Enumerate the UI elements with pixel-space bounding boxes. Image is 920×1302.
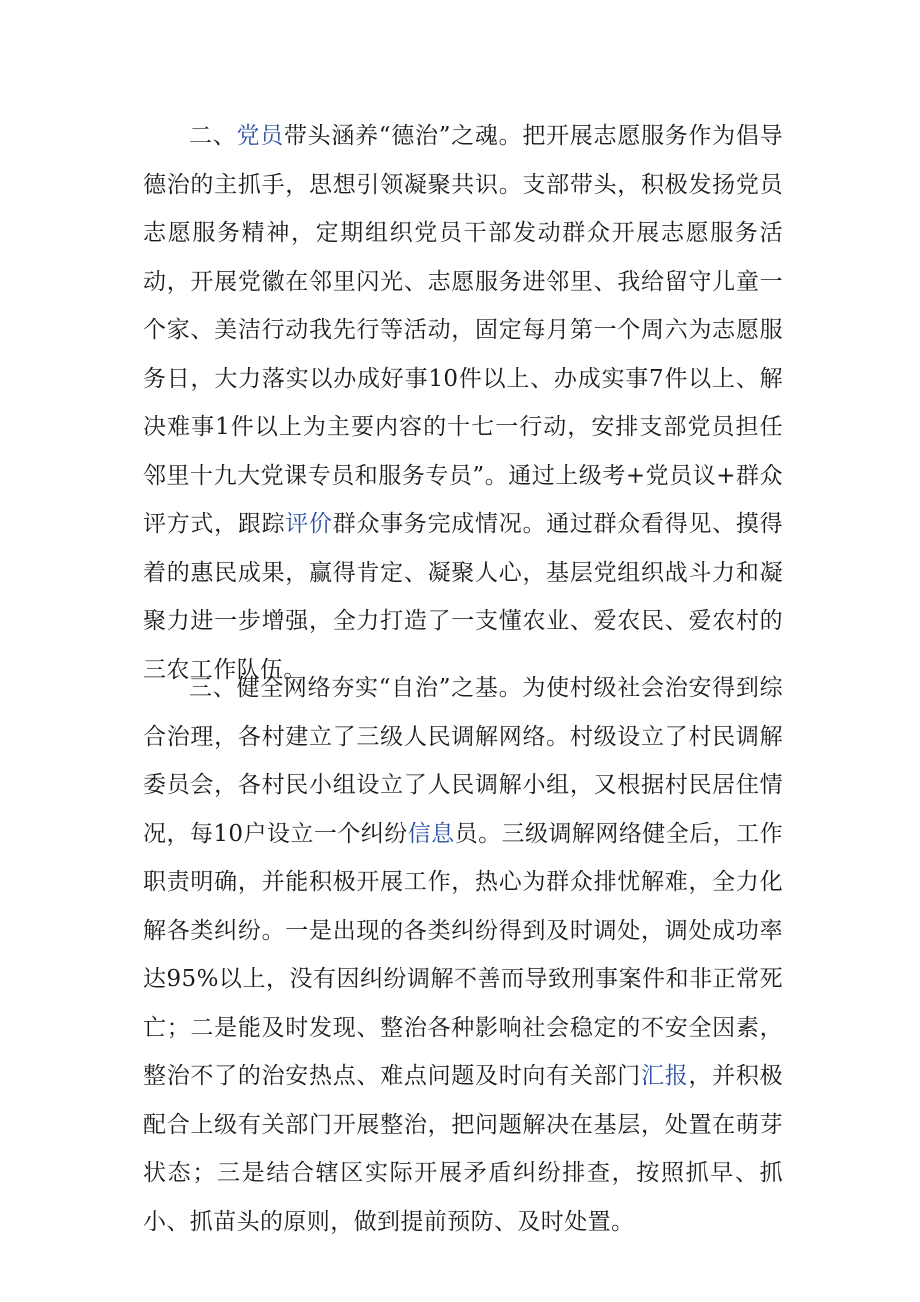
- paragraph-text: ，并积极配合上级有关部门开展整治，把问题解决在基层，处置在萌芽状态；三是结合辖区实际开展矛盾纠纷排查，按照抓早、抓小、抓苗头的原则，做到提前预防、及时处置。: [143, 1063, 783, 1235]
- paragraph-self-governance: [143, 664, 783, 1246]
- paragraph-text: 二、: [189, 123, 237, 149]
- keyword-link-evaluation[interactable]: 评价: [285, 511, 333, 537]
- paragraph-text: 员。三级调解网络健全后，工作职责明确，并能积极开展工作，热心为群众排忧解难，全力化解各类纠纷。一是出现的各类纠纷得到及时调处，调处成功率达95%以上，没有因纠纷调解不善而导致刑事案件和非正常死亡；二是能及时发现、整治各种影响社会稳定的不安全因素，整治不了的治安热点、难点问题及时向有关部门: [143, 820, 783, 1089]
- paragraph-moral-governance: [143, 112, 783, 694]
- paragraph-text: 群众事务完成情况。通过群众看得见、摸得着的惠民成果，赢得肯定、凝聚人心，基层党组织战斗力和凝聚力进一步增强，全力打造了一支懂农业、爱农民、爱农村的三农工作队伍。: [143, 511, 783, 683]
- keyword-link-party-member[interactable]: 党员: [236, 123, 284, 149]
- keyword-link-information[interactable]: 信息: [407, 820, 455, 847]
- paragraph-text: 带头涵养“德治”之魂。把开展志愿服务作为倡导德治的主抓手，思想引领凝聚共识。支部带头，积极发扬党员志愿服务精神，定期组织党员干部发动群众开展志愿服务活动，开展党徽在邻里闪光、志愿服务进邻里、我给留守儿童一个家、美洁行动我先行等活动，固定每月第一个周六为志愿服务日，大力落实以办成好事10件以上、办成实事7件以上、解决难事1件以上为主要内容的十七一行动，安排支部党员担任邻里十九大党课专员和服务专员”。通过上级考+党员议+群众评方式，跟踪: [143, 123, 783, 537]
- keyword-link-report[interactable]: 汇报: [641, 1063, 689, 1089]
- paragraph-text: 三、健全网络夯实“自治”之基。为使村级社会治安得到综合治理，各村建立了三级人民调解网络。村级设立了村民调解委员会，各村民小组设立了人民调解小组，又根据村民居住情况，每10户设立一个纠纷: [143, 675, 783, 847]
